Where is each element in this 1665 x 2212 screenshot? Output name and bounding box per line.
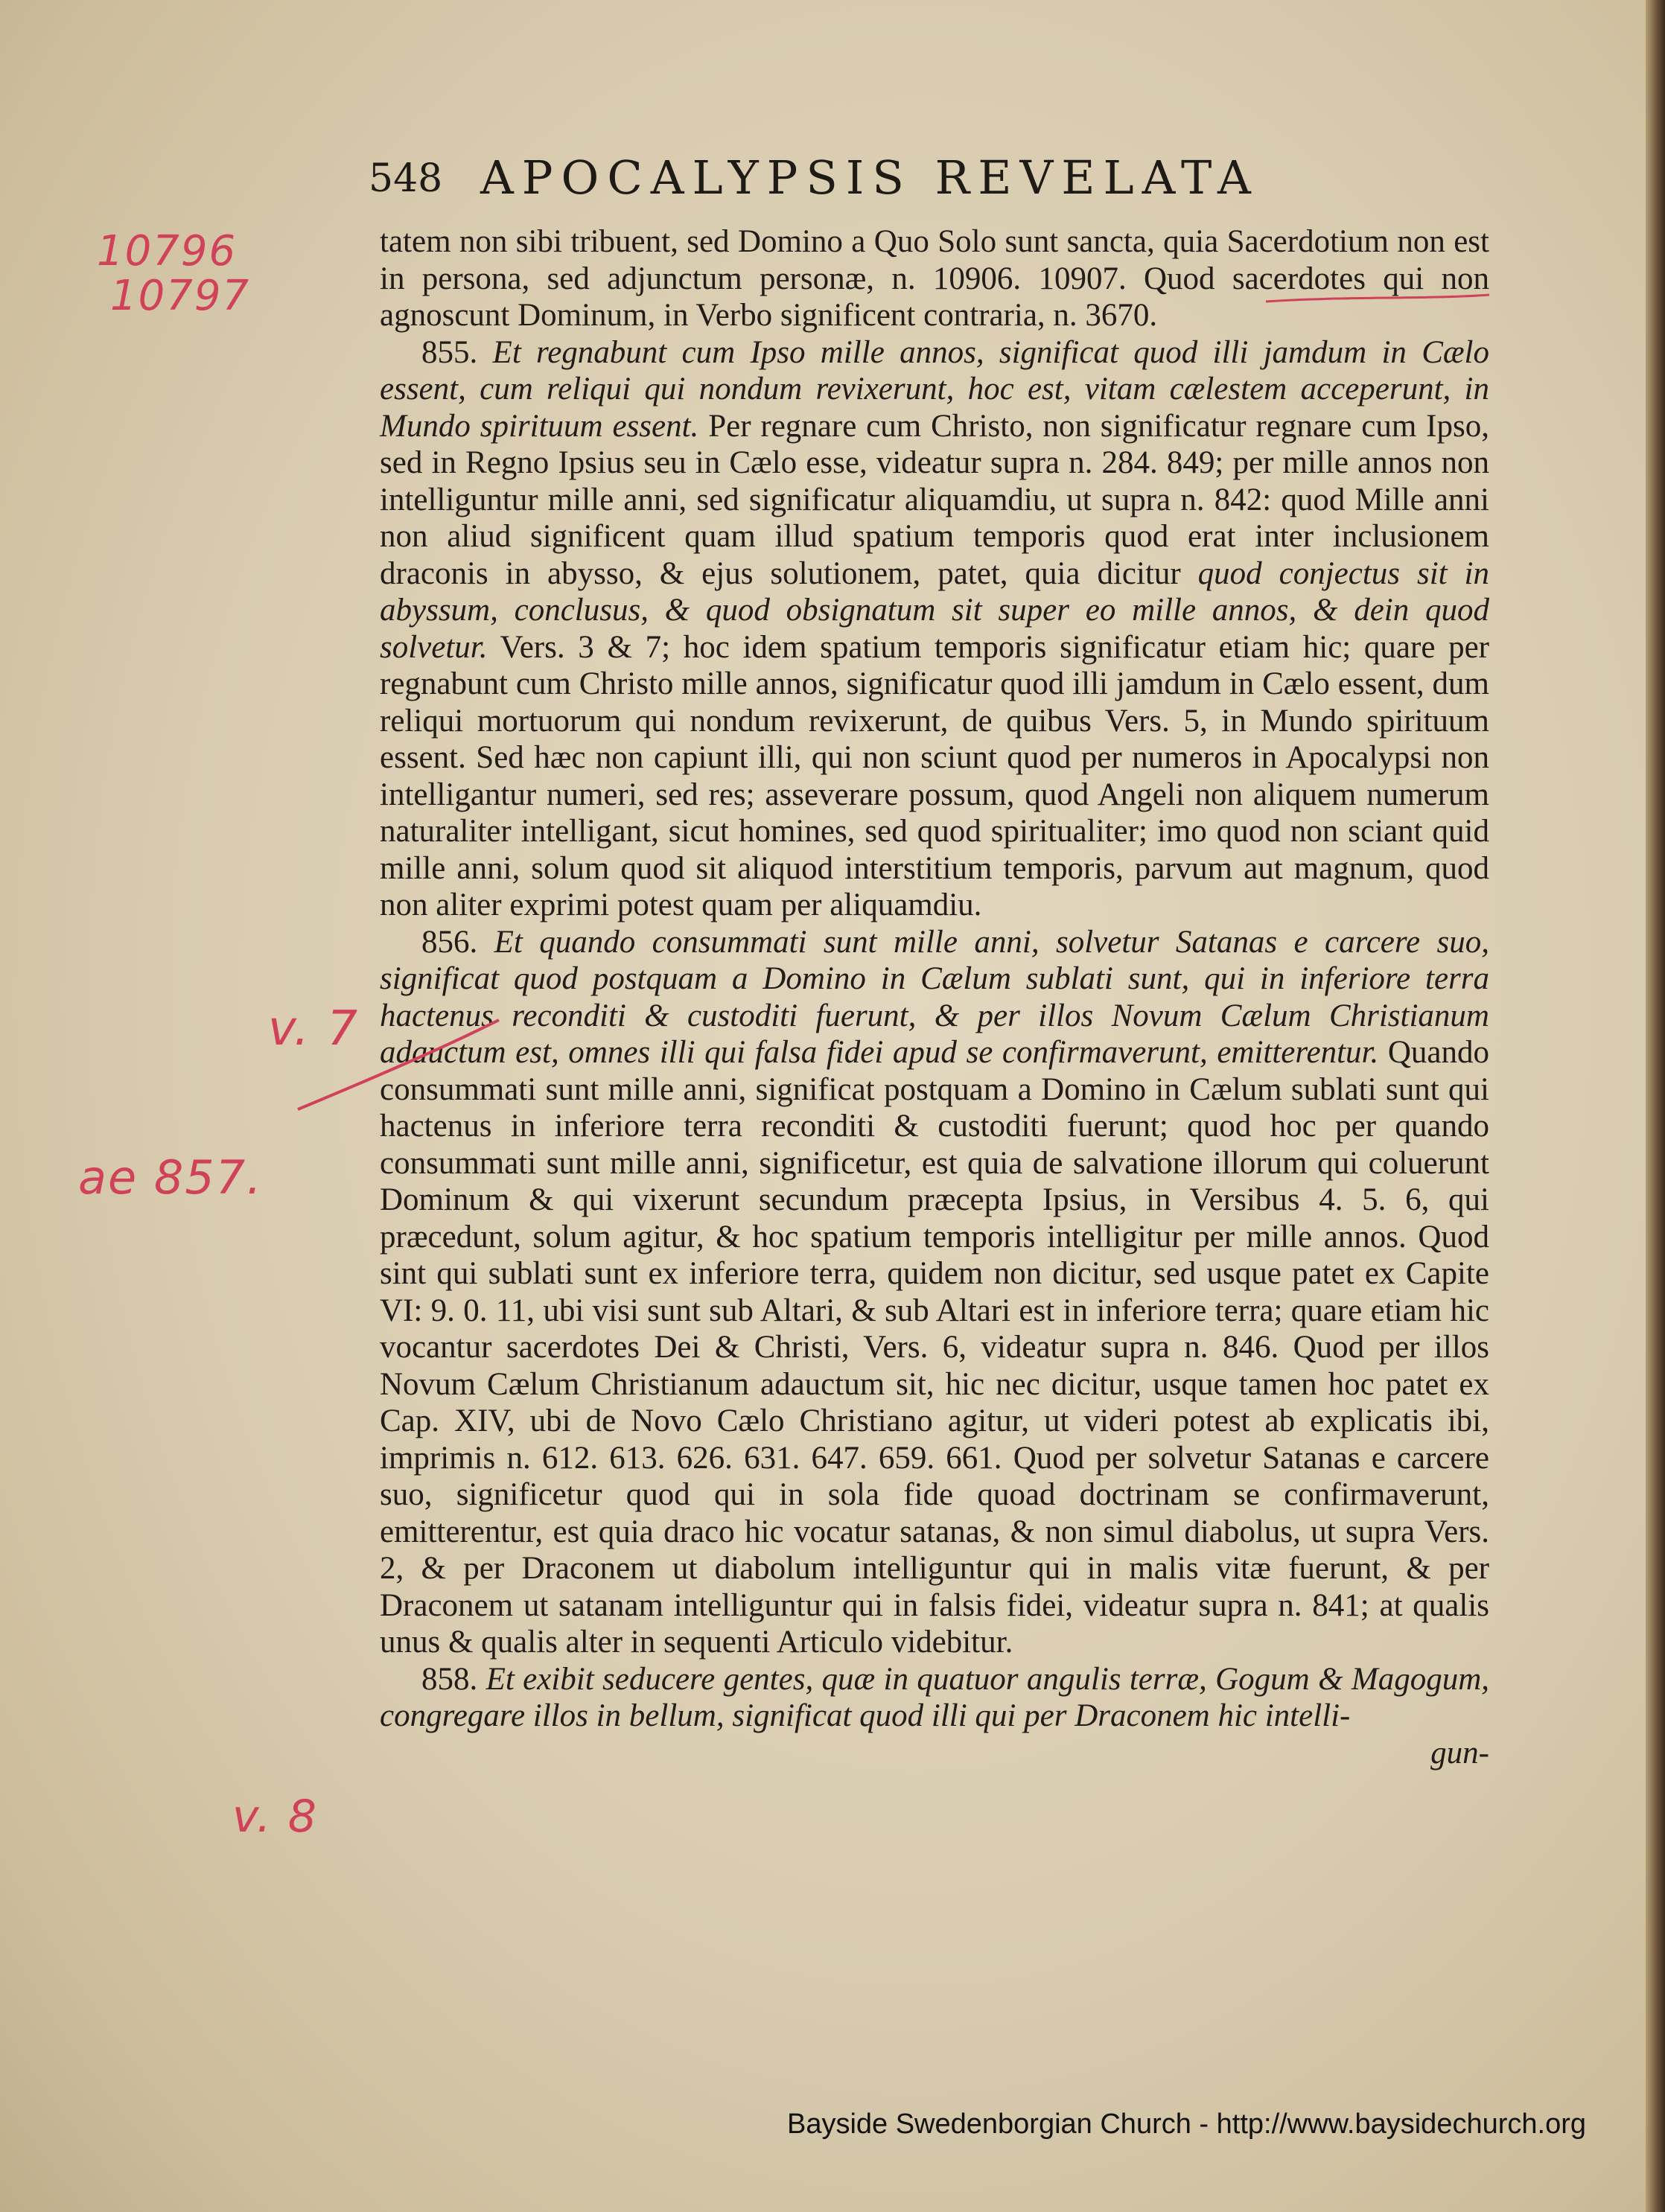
paragraph-lemma: Et exibit seducere gentes, quæ in quatuor angulis terræ, Gogum & Magogum, congregare illos in bellum, significat quod illi qui per Draconem hic intelli- (380, 1661, 1490, 1733)
underline-mark (1266, 295, 1489, 302)
footer-credit: Bayside Swedenborgian Church - http://www.baysidechurch.org (786, 2109, 1586, 2140)
margin-note-cross-ref: ae 857. (78, 1150, 263, 1205)
continued-text: tatem non sibi tribuent, sed Domino a Quo Solo sunt sancta, quia Sacerdotium non est in persona, sed adjunctum personæ, n. 10906. 10907. Quod sacerdotes qui non agnoscunt Dominum, in Verbo significent contraria, n. 3670. (380, 224, 1489, 333)
paragraph-text: Per regnare cum Christo, non significatur regnare cum Ipso, sed in Regno Ipsius seu in Cælo esse, videatur supra n. 284. 849; per mille annos non intelliguntur mille anni, sed significatur aliquamdiu, ut supra n. 842: quod Mille anni non aliud significent quam illud spatium temporis quod erat inter inclusionem draconis in abysso, & ejus solutionem, patet, quia dicitur (380, 408, 1489, 591)
paragraph-quote: quod conjectus sit in abyssum, conclusus, & quod obsignatum sit super eo mille annos, & dein quod solvetur. (380, 555, 1489, 665)
paragraph-lemma: Et regnabunt cum Ipso mille annos, significat quod illi jamdum in Cælo essent, cum reliqui qui nondum revixerunt, hoc est, vitam cælestem acceperunt, in Mundo spirituum essent. (380, 334, 1489, 444)
paragraph-number: 855. (421, 334, 478, 370)
margin-note-verse-8: v. 8 (232, 1791, 318, 1843)
paragraph-text: Quando consummati sunt mille anni, significat postquam a Domino in Cælum sublati sunt qui hactenus in inferiore terra reconditi & custoditi fuerunt; quod hoc per quando consummati sunt mille anni, significetur, est quia de salvatione illorum qui coluerunt Dominum & qui vixerunt secundum præcepta Ipsius, in Versibus 4. 5. 6, qui præcedunt, solum agitur, & hoc spatium temporis intelligitur per mille annos. Quod sint qui sublati sunt ex inferiore terra, quidem non dicitur, sed usque patet ex Capite VI: 9. 0. 11, ubi visi sunt sub Altari, & sub Altari est in inferiore terra; quare etiam hic vocantur sacerdotes Dei & Christi, Vers. 6, videatur supra n. 846. Quod per illos Novum Cælum Christianum adauctum sit, hic nec dicitur, usque tamen hoc patet ex Cap. XIV, ubi de Novo Cælo Christiano agitur, ut videri potest ab explicatis ibi, imprimis n. 612. 613. 626. 631. 647. 659. 661. Quod per solvetur Satanas e carcere suo, significetur quod qui in sola fide quoad doctrinam se confirmaverunt, emitterentur, est quia draco hic vocatur satanas, & non simul diabolus, ut supra Vers. 2, & per Draconem ut diabolum intelliguntur qui in malis vitæ fuerunt, & per Draconem ut satanam intelliguntur qui in falsis fidei, videatur supra n. 841; at qualis unus & qualis alter in sequenti Articulo videbitur. (380, 1035, 1490, 1660)
page-number: 548 (369, 156, 443, 201)
margin-note-ref-1: 10796 (97, 227, 238, 275)
paragraph-number: 858. (421, 1661, 478, 1697)
pointer-stroke (298, 1020, 499, 1109)
margin-note-verse-7: v. 7 (268, 1001, 360, 1056)
paragraph-number: 856. (421, 924, 478, 960)
margin-note-ref-2: 10797 (110, 272, 251, 320)
paragraph-lemma: Et quando consummati sunt mille anni, solvetur Satanas e carcere suo, significat quod postquam a Domino in Cælum sublati sunt, qui in inferiore terra hactenus reconditi & custoditi fuerunt, & per illos Novum Cælum Christianum adauctum est, omnes illi qui falsa fidei apud se confirmaverunt, emitterentur. (380, 924, 1489, 1070)
paragraph-text: Vers. 3 & 7; hoc idem spatium temporis significatur etiam hic; quare per regnabunt cum Christo mille annos, significatur quod illi jamdum in Cælo essent, dum reliqui mortuorum qui nondum revixerunt, de quibus Vers. 5, in Mundo spirituum essent. Sed hæc non capiunt illi, qui non sciunt quod per numeros in Apocalypsi non intelligantur numeri, sed res; asseverare possum, quod Angeli non aliquem numerum naturaliter intelligant, sicut homines, sed quod spiritualiter; imo quod non sciant quid mille anni, solum quod sit aliquod interstitium temporis, parvum aut magnum, quod non aliter exprimi potest quam per aliquamdiu. (380, 629, 1489, 922)
catchword-text: gun- (1430, 1735, 1489, 1770)
running-title: APOCALYPSIS REVELATA (480, 150, 1259, 205)
